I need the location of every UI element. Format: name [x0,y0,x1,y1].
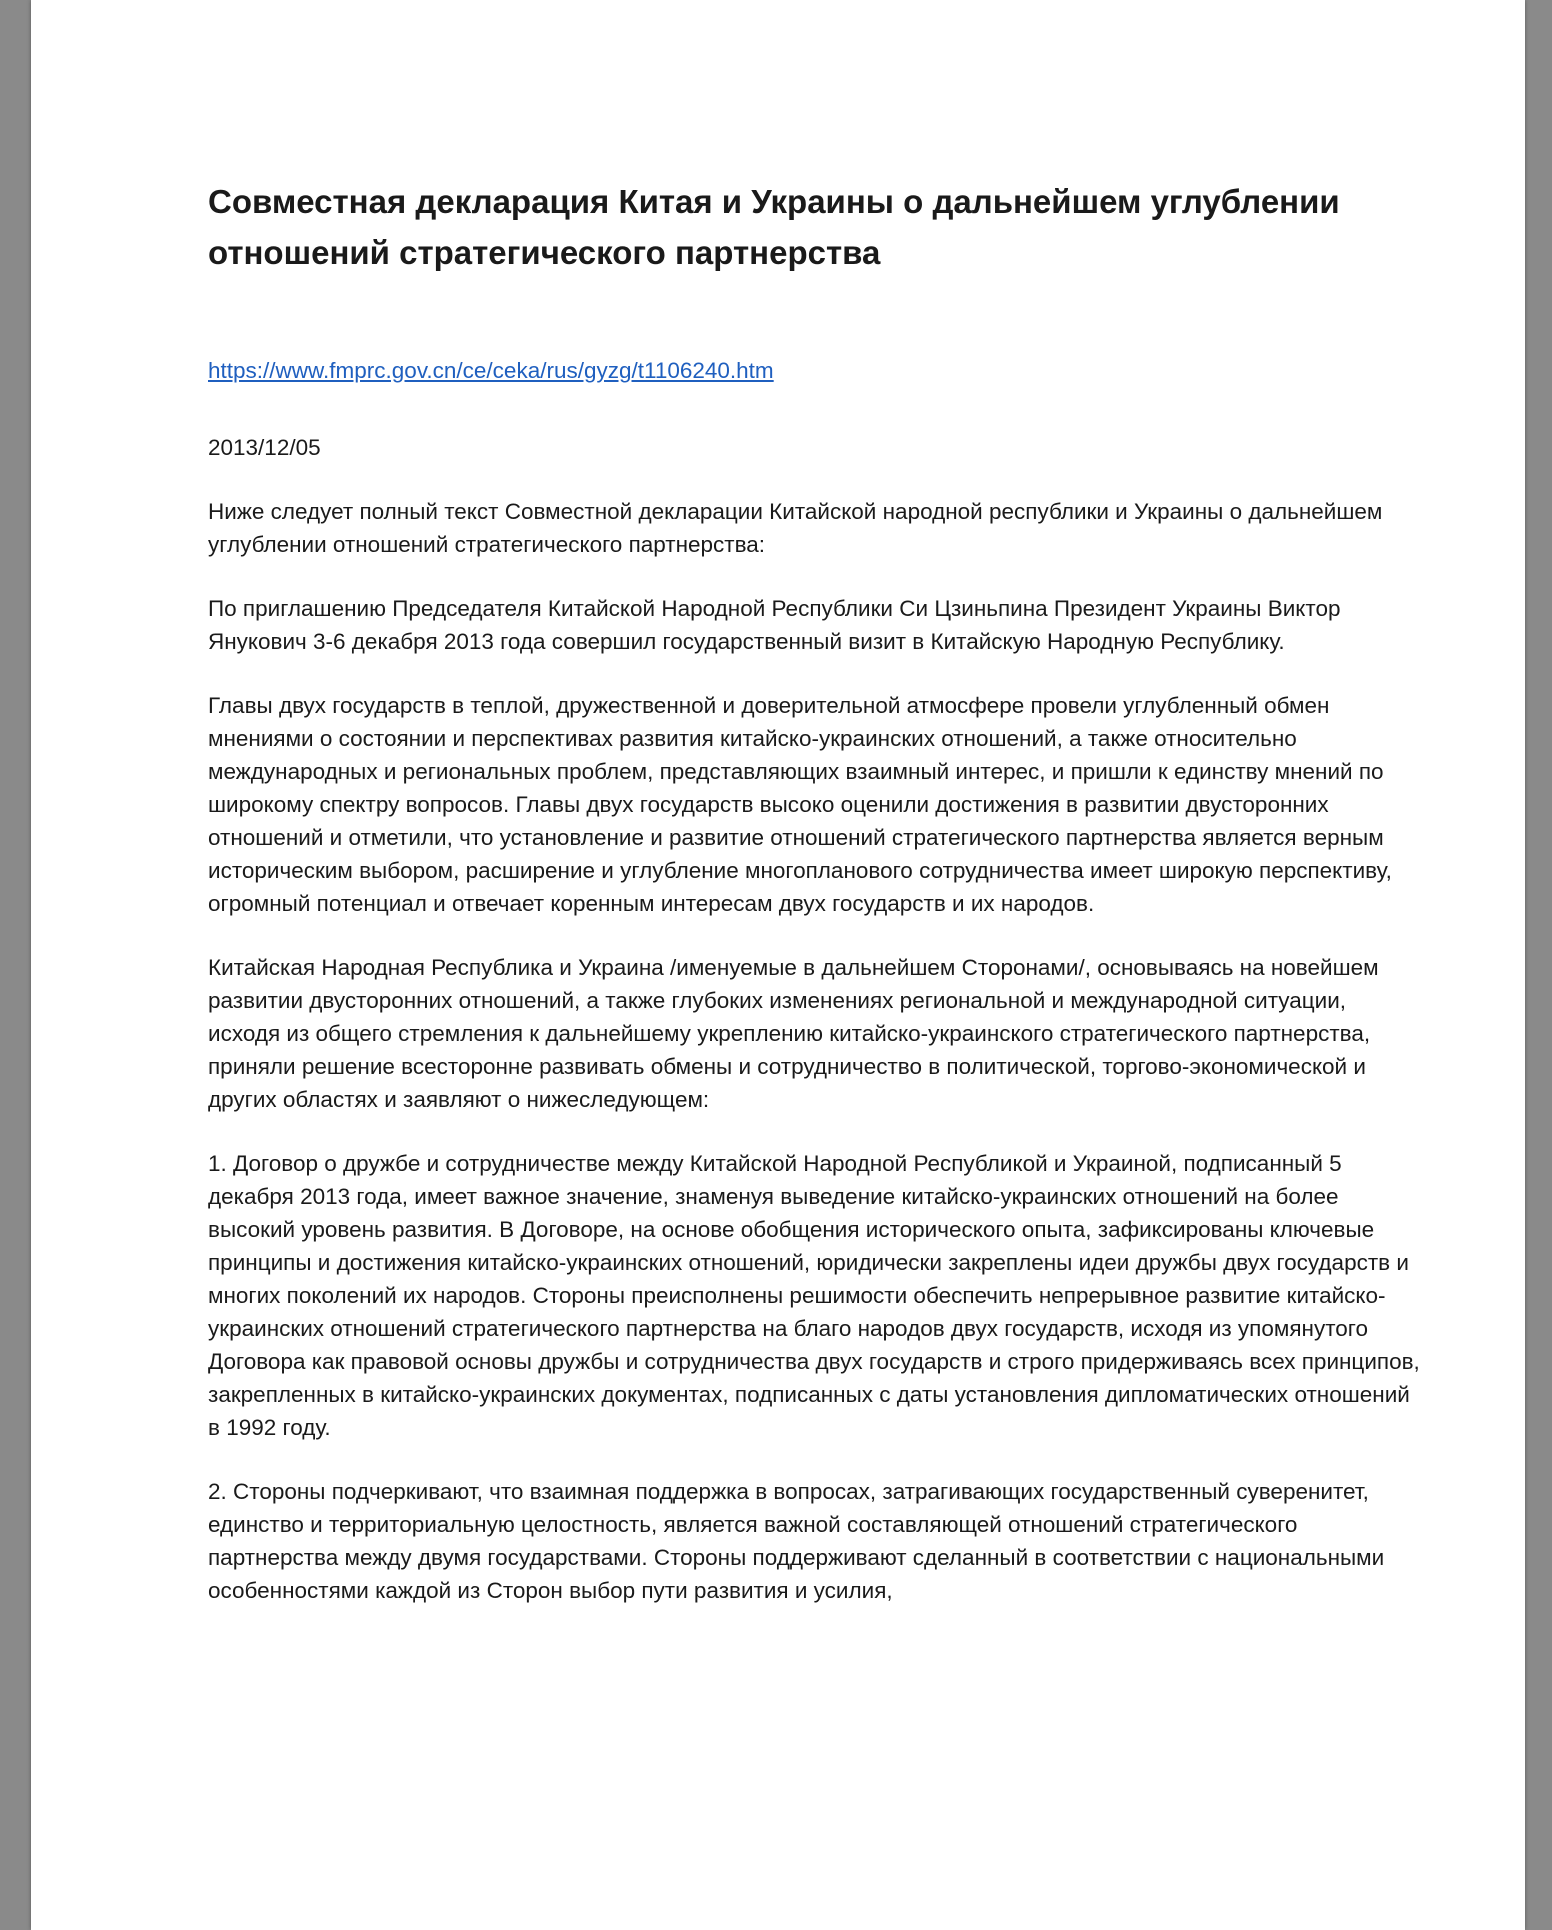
document-page [31,0,1525,1930]
paragraph-point-2: 2. Стороны подчеркивают, что взаимная поддержка в вопросах, затрагивающих государственный суверенитет, единство и территориальную целостность, является важной составляющей отношений стратегического партнерства между двумя государствами. Стороны поддерживают сделанный в соответствии с национальными особенностями каждой из Сторон выбор пути развития и усилия, [208,1479,1385,1603]
paragraph-point-1: 1. Договор о дружбе и сотрудничестве между Китайской Народной Республикой и Украиной, подписанный 5 декабря 2013 года, имеет важное значение, знаменуя выведение китайско-украинских отношений на более высокий уровень развития. В Договоре, на основе обобщения исторического опыта, зафиксированы ключевые принципы и достижения китайско-украинских отношений, юридически закреплены идеи дружбы двух государств и многих поколений их народов. Стороны преисполнены решимости обеспечить непрерывное развитие китайско-украинских отношений стратегического партнерства на благо народов двух государств, исходя из упомянутого Договора как правовой основы дружбы и сотрудничества двух государств и строго придерживаясь всех принципов, закрепленных в китайско-украинских документах, подписанных с даты установления дипломатических отношений в 1992 году. [208,1151,1420,1440]
paragraph-talks: Главы двух государств в теплой, дружественной и доверительной атмосфере провели углубленный обмен мнениями о состоянии и перспективах развития китайско-украинских отношений, а также относительно международных и региональных проблем, представляющих взаимный интерес, и пришли к единству мнений по широкому спектру вопросов. Главы двух государств высоко оценили достижения в развитии двусторонних отношений и отметили, что установление и развитие отношений стратегического партнерства является верным историческим выбором, расширение и углубление многопланового сотрудничества имеет широкую перспективу, огромный потенциал и отвечает коренным интересам двух государств и их народов. [208,693,1392,916]
paragraph-sides: Китайская Народная Республика и Украина /именуемые в дальнейшем Сторонами/, основываясь на новейшем развитии двусторонних отношений, а также глубоких изменениях региональной и международной ситуации, исходя из общего стремления к дальнейшему укреплению китайско-украинского стратегического партнерства, приняли решение всесторонне развивать обмены и сотрудничество в политической, торгово-экономической и других областях и заявляют о нижеследующем: [208,955,1379,1112]
paragraph-intro: Ниже следует полный текст Совместной декларации Китайской народной республики и Украины о дальнейшем углублении отношений стратегического партнерства: [208,499,1383,557]
document-title: Совместная декларация Китая и Украины о дальнейшем углублении отношений стратегического партнерства [208,183,1340,271]
document-date: 2013/12/05 [208,435,321,460]
document-content [208,176,1423,1607]
paragraph-visit: По приглашению Председателя Китайской Народной Республики Си Цзиньпина Президент Украины Виктор Янукович 3-6 декабря 2013 года совершил государственный визит в Китайскую Народную Республику. [208,596,1341,654]
source-link[interactable]: https://www.fmprc.gov.cn/ce/ceka/rus/gyzg/t1106240.htm [208,358,774,383]
